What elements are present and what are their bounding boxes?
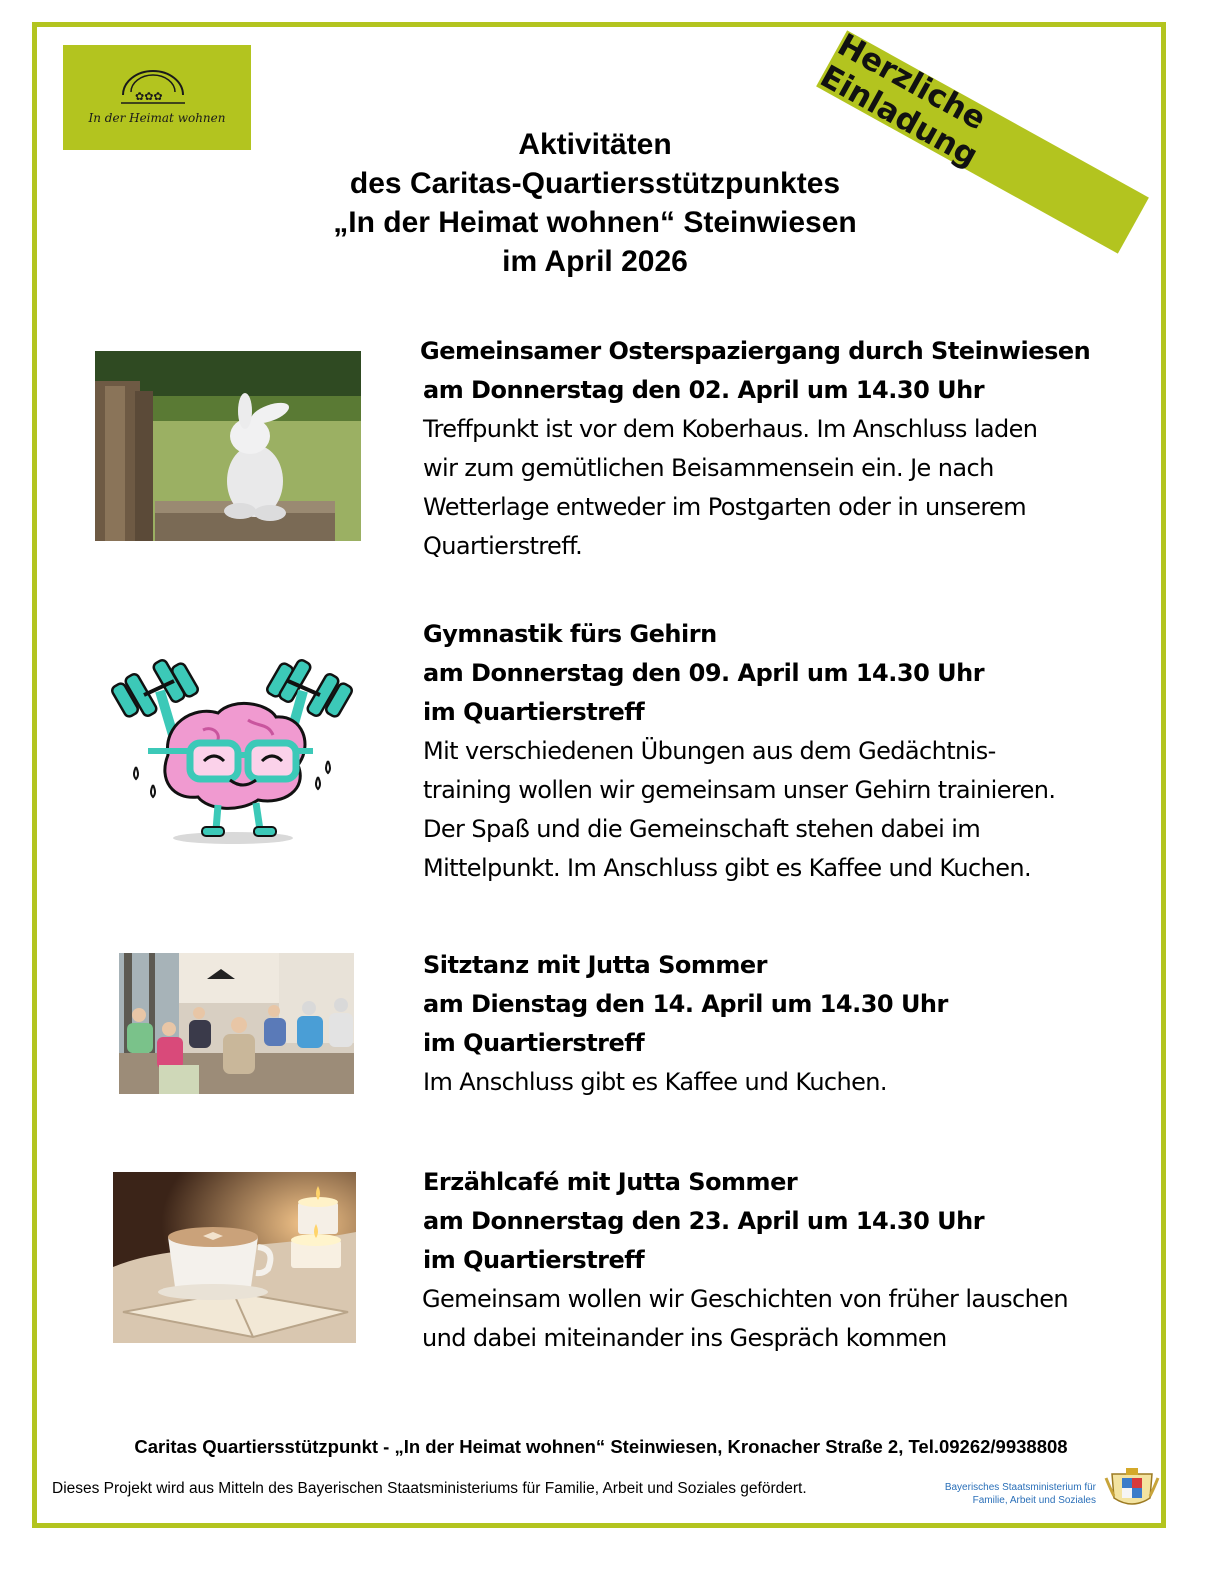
page-title bbox=[250, 125, 940, 281]
title-line: des Caritas-Quartiersstützpunktes bbox=[349, 167, 841, 200]
event-story-cafe bbox=[422, 1163, 1162, 1358]
title-line: „In der Heimat wohnen“ Steinwiesen bbox=[333, 206, 857, 239]
svg-text:✿✿✿: ✿✿✿ bbox=[135, 90, 163, 103]
ministry-line: Familie, Arbeit und Soziales bbox=[972, 1495, 1096, 1506]
event-date: am Donnerstag den 02. April um 14.30 Uhr bbox=[423, 376, 985, 404]
brain-workout-illustration bbox=[108, 655, 353, 847]
easter-bunny-photo bbox=[95, 351, 361, 541]
event-date: am Dienstag den 14. April um 14.30 Uhr bbox=[423, 990, 948, 1018]
event-title: Erzählcafé mit Jutta Sommer bbox=[423, 1168, 798, 1196]
event-seated-dance bbox=[423, 946, 1163, 1102]
event-description-line: und dabei miteinander ins Gespräch kommen bbox=[422, 1324, 947, 1352]
story-cafe-photo bbox=[113, 1172, 356, 1343]
event-date: am Donnerstag den 09. April um 14.30 Uhr bbox=[423, 659, 985, 687]
seated-dance-photo bbox=[119, 953, 354, 1094]
event-title: Gemeinsamer Osterspaziergang durch Steinwiesen bbox=[420, 337, 1091, 365]
event-description-line: training wollen wir gemeinsam unser Gehirn trainieren. bbox=[423, 776, 1056, 804]
event-description-line: Quartierstreff. bbox=[423, 532, 583, 560]
event-description-line: Mittelpunkt. Im Anschluss gibt es Kaffee und Kuchen. bbox=[423, 854, 1031, 882]
event-title: Sitztanz mit Jutta Sommer bbox=[423, 951, 768, 979]
ministry-logo-text bbox=[926, 1481, 1096, 1507]
event-date: am Donnerstag den 23. April um 14.30 Uhr bbox=[423, 1207, 985, 1235]
house-roof-icon bbox=[113, 65, 203, 110]
event-brain-gymnastics bbox=[423, 615, 1163, 888]
event-place: im Quartierstreff bbox=[423, 1029, 645, 1057]
event-description-line: Der Spaß und die Gemeinschaft stehen dabei im bbox=[423, 815, 981, 843]
funding-note: Dieses Projekt wird aus Mitteln des Bayerischen Staatsministeriums für Familie, Arbeit und Soziales gefördert. bbox=[52, 1480, 807, 1497]
event-description-line: Wetterlage entweder im Postgarten oder in unserem bbox=[423, 493, 1027, 521]
contact-address: Caritas Quartiersstützpunkt - „In der Heimat wohnen“ Steinwiesen, Kronacher Straße 2, Tel.09262/9938808 bbox=[134, 1436, 1068, 1457]
event-title: Gymnastik fürs Gehirn bbox=[423, 620, 717, 648]
title-line: im April 2026 bbox=[502, 245, 688, 278]
logo-text: In der Heimat wohnen bbox=[88, 111, 226, 125]
event-easter-walk bbox=[420, 332, 1160, 566]
event-description-line: Gemeinsam wollen wir Geschichten von früher lauschen bbox=[422, 1285, 1069, 1313]
event-place: im Quartierstreff bbox=[423, 1246, 645, 1274]
bavarian-crest-icon bbox=[1104, 1468, 1160, 1515]
event-place: im Quartierstreff bbox=[423, 698, 645, 726]
event-description-line: Treffpunkt ist vor dem Koberhaus. Im Anschluss laden bbox=[423, 415, 1038, 443]
event-description-line: Mit verschiedenen Übungen aus dem Gedächtnis- bbox=[423, 737, 996, 765]
logo bbox=[63, 45, 251, 150]
invitation-banner: Herzliche Einladung bbox=[816, 30, 1149, 253]
event-description-line: wir zum gemütlichen Beisammensein ein. Je nach bbox=[423, 454, 994, 482]
ministry-line: Bayerisches Staatsministerium für bbox=[944, 1482, 1096, 1493]
title-line: Aktivitäten bbox=[518, 128, 672, 161]
event-description-line: Im Anschluss gibt es Kaffee und Kuchen. bbox=[423, 1068, 887, 1096]
